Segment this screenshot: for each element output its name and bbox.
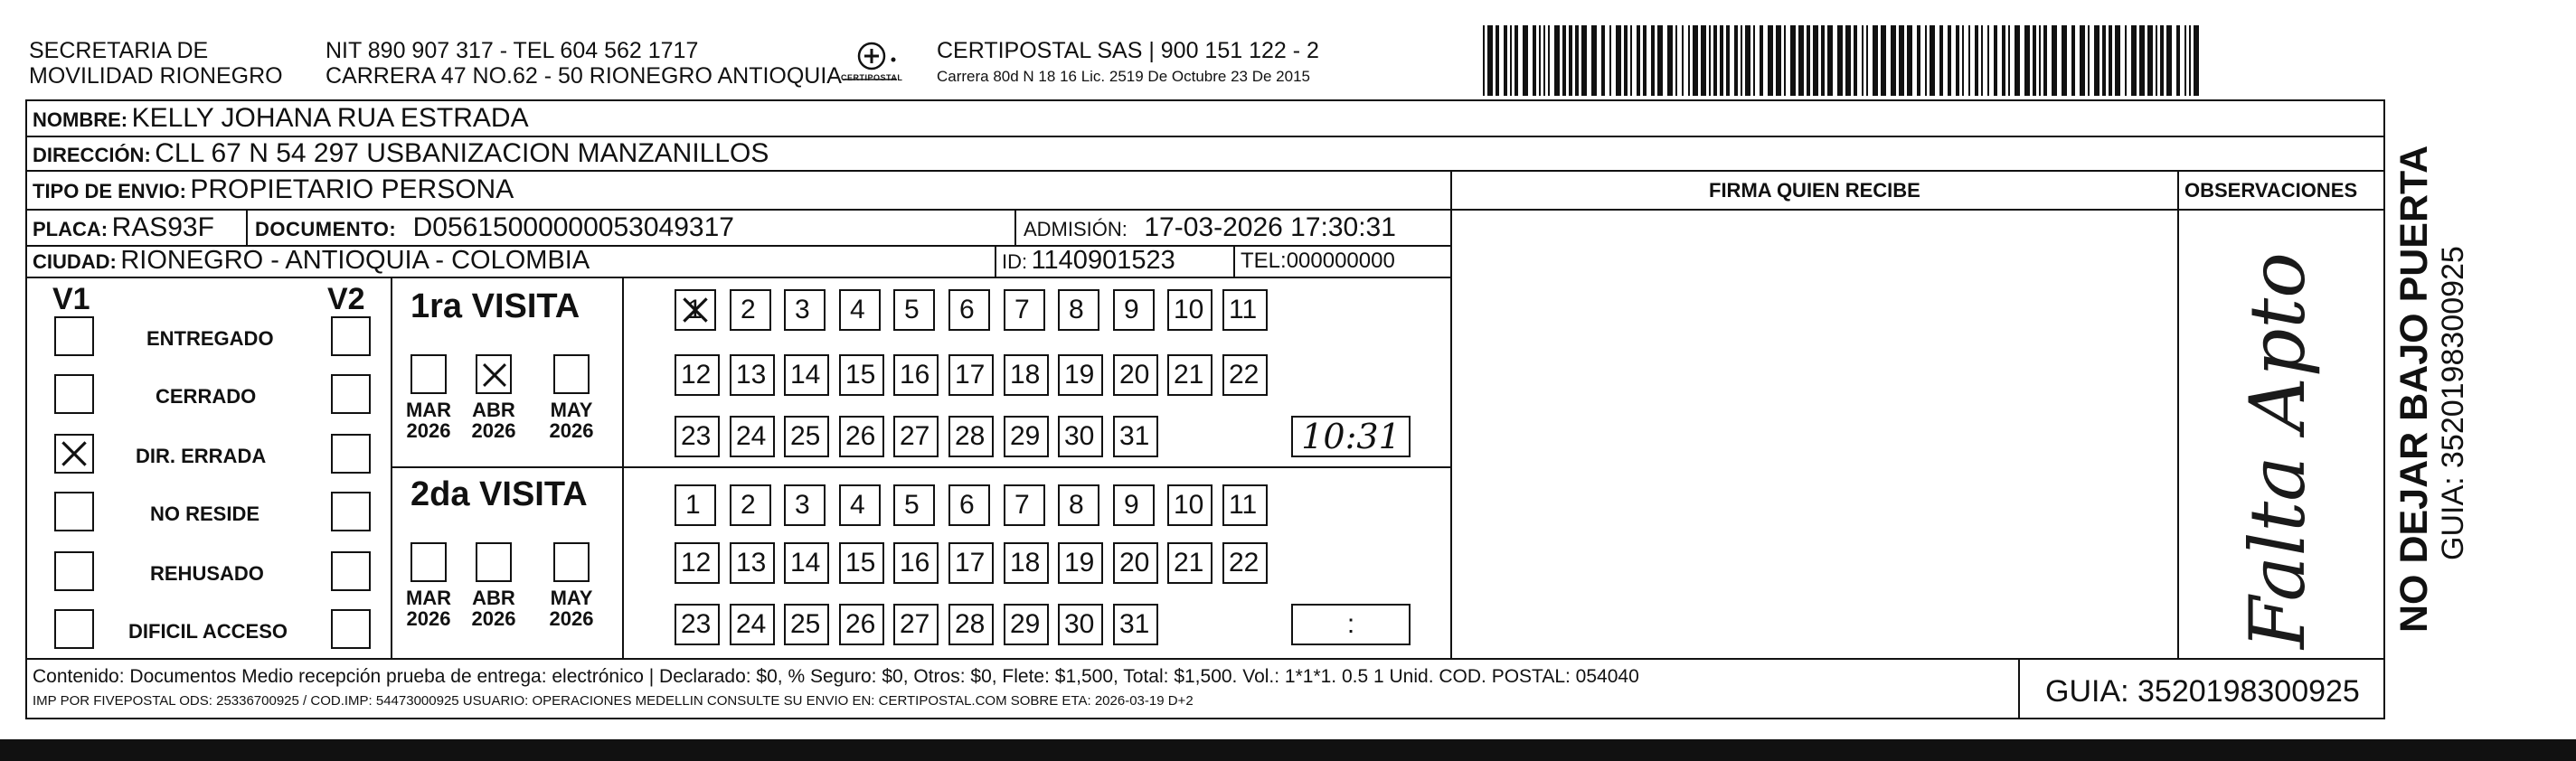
month-checkbox[interactable] — [410, 542, 447, 582]
day-number: 13 — [736, 360, 767, 390]
day-box[interactable] — [730, 542, 775, 584]
day-number: 22 — [1229, 360, 1260, 390]
day-number: 7 — [1014, 295, 1030, 324]
month-checkbox[interactable] — [410, 354, 447, 394]
direccion-label: DIRECCIÓN: — [33, 144, 151, 166]
documento-value: D05615000000053049317 — [412, 212, 734, 242]
nombre-value: KELLY JOHANA RUA ESTRADA — [131, 103, 529, 133]
day-number: 11 — [1229, 490, 1258, 520]
day-box[interactable] — [1113, 354, 1158, 396]
month-label — [544, 399, 599, 441]
day-box[interactable] — [948, 484, 990, 526]
day-number: 25 — [790, 421, 821, 451]
day-number: 30 — [1064, 609, 1095, 639]
sender-line-1: SECRETARIA DE — [29, 38, 209, 63]
day-number: 19 — [1064, 360, 1095, 390]
day-box[interactable] — [1113, 604, 1158, 645]
certipostal-logo — [837, 36, 910, 92]
status-reason-label: ENTREGADO — [146, 327, 274, 350]
observation-handwriting: Falta Apto — [2233, 252, 2322, 649]
day-box[interactable] — [1004, 416, 1049, 457]
courier-line-2: Carrera 80d N 18 16 Lic. 2519 De Octubre 23 De 2015 — [937, 68, 1310, 85]
day-box[interactable] — [1222, 542, 1268, 584]
day-number: 8 — [1069, 295, 1084, 324]
day-box[interactable] — [1113, 416, 1158, 457]
documento-cell — [255, 214, 734, 241]
day-number: 16 — [900, 360, 930, 390]
side-guia: GUIA: 3520198300925 — [2436, 246, 2470, 560]
day-number: 21 — [1174, 548, 1204, 578]
day-number: 18 — [1010, 360, 1041, 390]
status-reason-label: CERRADO — [156, 385, 257, 408]
month-label — [467, 399, 521, 441]
month-name: MAY — [550, 399, 593, 421]
visit1-title: 1ra VISITA — [410, 287, 580, 325]
day-box[interactable] — [784, 484, 826, 526]
ciudad-label: CIUDAD: — [33, 250, 117, 273]
day-number: 23 — [681, 609, 712, 639]
v2-checkbox[interactable] — [331, 609, 371, 649]
day-box[interactable] — [675, 416, 720, 457]
day-number: 24 — [736, 421, 767, 451]
status-reason-label: DIR. ERRADA — [136, 445, 267, 467]
day-box[interactable] — [893, 354, 939, 396]
day-box[interactable] — [948, 354, 994, 396]
tel-value: 000000000 — [1286, 249, 1395, 273]
day-number: 24 — [736, 609, 767, 639]
month-name: MAR — [405, 399, 452, 421]
day-number: 9 — [1124, 295, 1139, 324]
visit2-title: 2da VISITA — [410, 475, 588, 513]
day-number: 11 — [1229, 295, 1258, 324]
day-number: 26 — [845, 609, 876, 639]
bottom-band — [0, 739, 2576, 761]
v1-label: V1 — [52, 282, 90, 316]
day-box[interactable] — [1113, 484, 1155, 526]
month-name: MAR — [405, 587, 452, 609]
nit-line: NIT 890 907 317 - TEL 604 562 1717 — [326, 38, 699, 63]
day-number: 22 — [1229, 548, 1260, 578]
v1-checkbox[interactable] — [54, 434, 94, 474]
day-box[interactable] — [839, 484, 881, 526]
day-box[interactable] — [1113, 289, 1155, 331]
day-box[interactable] — [730, 604, 775, 645]
footer-line-1: Contenido: Documentos Medio recepción prueba de entrega: electrónico | Declarado: $0, % Seguro: $0, Otros: $0, Flete: $1,500, Total: $1,500. Vol.: 1*1*1. 0.5 1 Unid. COD. POSTAL: 054040 — [33, 666, 1639, 687]
day-box[interactable] — [1004, 604, 1049, 645]
check-x-icon — [58, 437, 90, 474]
day-number: 1 — [687, 295, 703, 324]
month-year: 2026 — [471, 419, 516, 443]
placa-value: RAS93F — [111, 212, 214, 242]
day-number: 3 — [795, 490, 810, 520]
day-box[interactable] — [730, 289, 771, 331]
day-number: 21 — [1174, 360, 1204, 390]
month-label — [401, 399, 456, 441]
day-box[interactable] — [1004, 354, 1049, 396]
month-name: ABR — [472, 587, 515, 609]
admision-cell — [1024, 214, 1396, 241]
nombre-label: NOMBRE: — [33, 108, 128, 131]
day-number: 17 — [955, 360, 986, 390]
month-name: MAY — [550, 587, 593, 609]
month-year: 2026 — [549, 607, 594, 631]
day-box[interactable] — [1058, 604, 1103, 645]
day-box[interactable] — [1004, 289, 1045, 331]
direccion-value: CLL 67 N 54 297 USBANIZACION MANZANILLOS — [155, 138, 769, 168]
time-value: 10:31 — [1301, 417, 1401, 456]
id-cell — [1002, 248, 1175, 274]
day-number: 25 — [790, 609, 821, 639]
courier-line-1: CERTIPOSTAL SAS | 900 151 122 - 2 — [937, 38, 1319, 63]
day-number: 17 — [955, 548, 986, 578]
month-label — [467, 587, 521, 629]
day-box[interactable] — [839, 542, 884, 584]
status-reason-label: NO RESIDE — [150, 503, 260, 525]
day-box[interactable] — [1058, 542, 1103, 584]
ciudad-value: RIONEGRO - ANTIOQUIA - COLOMBIA — [120, 246, 590, 275]
day-box[interactable] — [839, 416, 884, 457]
day-box[interactable] — [839, 289, 881, 331]
day-box[interactable] — [839, 604, 884, 645]
v2-checkbox[interactable] — [331, 434, 371, 474]
v1-checkbox[interactable] — [54, 609, 94, 649]
v2-label: V2 — [327, 282, 365, 316]
day-box[interactable] — [784, 604, 829, 645]
day-number: 15 — [845, 548, 876, 578]
day-box[interactable] — [1222, 289, 1268, 331]
day-box[interactable] — [1167, 542, 1213, 584]
day-number: 28 — [955, 609, 986, 639]
day-number: 27 — [900, 609, 930, 639]
day-number: 12 — [681, 360, 712, 390]
day-box[interactable] — [1004, 542, 1049, 584]
day-number: 4 — [850, 490, 865, 520]
day-number: 5 — [904, 295, 920, 324]
day-box[interactable] — [948, 542, 994, 584]
v2-checkbox[interactable] — [331, 551, 371, 591]
day-number: 13 — [736, 548, 767, 578]
day-box[interactable] — [784, 289, 826, 331]
day-number: 19 — [1064, 548, 1095, 578]
month-checkbox[interactable] — [553, 542, 590, 582]
month-year: 2026 — [471, 607, 516, 631]
v2-checkbox[interactable] — [331, 492, 371, 531]
admision-label: ADMISIÓN: — [1024, 218, 1128, 240]
admision-value: 17-03-2026 17:30:31 — [1144, 212, 1396, 242]
day-number: 14 — [790, 360, 821, 390]
day-number: 10 — [1174, 295, 1204, 324]
day-number: 7 — [1014, 490, 1030, 520]
day-box[interactable] — [893, 484, 935, 526]
day-box[interactable] — [893, 416, 939, 457]
day-box[interactable] — [839, 354, 884, 396]
v2-checkbox[interactable] — [331, 316, 371, 356]
v1-checkbox[interactable] — [54, 492, 94, 531]
month-checkbox[interactable] — [553, 354, 590, 394]
id-label: ID: — [1002, 250, 1028, 273]
time-box[interactable] — [1291, 416, 1411, 457]
day-box[interactable] — [675, 289, 716, 331]
day-number: 10 — [1174, 490, 1204, 520]
time-value: : — [1346, 609, 1355, 639]
day-box[interactable] — [1004, 484, 1045, 526]
day-number: 6 — [959, 490, 975, 520]
tipo-value: PROPIETARIO PERSONA — [190, 174, 514, 204]
day-box[interactable] — [1167, 354, 1213, 396]
day-number: 5 — [904, 490, 920, 520]
day-box[interactable] — [1222, 484, 1268, 526]
day-number: 4 — [850, 295, 865, 324]
placa-cell — [33, 214, 214, 241]
month-label — [544, 587, 599, 629]
day-box[interactable] — [675, 484, 716, 526]
tel-label: TEL: — [1241, 249, 1287, 273]
ciudad-cell — [33, 248, 590, 274]
time-box[interactable] — [1291, 604, 1411, 645]
day-box[interactable] — [730, 354, 775, 396]
day-box[interactable] — [1167, 484, 1213, 526]
direccion-row — [33, 140, 769, 167]
tel-cell — [1241, 250, 1395, 272]
month-year: 2026 — [549, 419, 594, 443]
day-box[interactable] — [1222, 354, 1268, 396]
firma-header: FIRMA QUIEN RECIBE — [1709, 179, 1920, 202]
nombre-row — [33, 105, 529, 132]
address-line: CARRERA 47 NO.62 - 50 RIONEGRO ANTIOQUIA — [326, 63, 842, 89]
day-box[interactable] — [948, 289, 990, 331]
day-number: 8 — [1069, 490, 1084, 520]
v2-checkbox[interactable] — [331, 374, 371, 414]
tipo-label: TIPO DE ENVIO: — [33, 180, 186, 202]
day-box[interactable] — [1058, 289, 1099, 331]
month-name: ABR — [472, 399, 515, 421]
day-box[interactable] — [1058, 416, 1103, 457]
day-number: 2 — [741, 490, 756, 520]
day-number: 3 — [795, 295, 810, 324]
logo-text: CERTIPOSTAL — [841, 73, 903, 82]
day-number: 26 — [845, 421, 876, 451]
day-box[interactable] — [948, 604, 994, 645]
day-box[interactable] — [1058, 484, 1099, 526]
sender-line-2: MOVILIDAD RIONEGRO — [29, 63, 283, 89]
id-value: 1140901523 — [1031, 246, 1175, 275]
day-number: 27 — [900, 421, 930, 451]
documento-label: DOCUMENTO: — [255, 218, 397, 240]
day-box[interactable] — [948, 416, 994, 457]
day-number: 9 — [1124, 490, 1139, 520]
day-number: 31 — [1119, 609, 1150, 639]
day-box[interactable] — [1113, 542, 1158, 584]
day-box[interactable] — [784, 354, 829, 396]
day-box[interactable] — [675, 542, 720, 584]
day-box[interactable] — [784, 416, 829, 457]
placa-label: PLACA: — [33, 218, 109, 240]
v1-checkbox[interactable] — [54, 316, 94, 356]
day-number: 31 — [1119, 421, 1150, 451]
day-box[interactable] — [1167, 289, 1213, 331]
day-number: 29 — [1010, 421, 1041, 451]
day-box[interactable] — [893, 604, 939, 645]
day-box[interactable] — [675, 604, 720, 645]
footer-line-2: IMP POR FIVEPOSTAL ODS: 25336700925 / COD.IMP: 54473000925 USUARIO: OPERACIONES MEDELLIN CONSULTE SU ENVIO EN: CERTIPOSTAL.COM SOBRE ETA: 2026-03-19 D+2 — [33, 693, 1194, 709]
day-number: 28 — [955, 421, 986, 451]
day-number: 18 — [1010, 548, 1041, 578]
v1-checkbox[interactable] — [54, 551, 94, 591]
footer-guia: GUIA: 3520198300925 — [2045, 674, 2360, 709]
barcode — [1483, 25, 2206, 96]
month-label — [401, 587, 456, 629]
day-number: 20 — [1119, 360, 1150, 390]
month-year: 2026 — [406, 419, 451, 443]
tipo-row — [33, 176, 514, 203]
day-number: 12 — [681, 548, 712, 578]
day-box[interactable] — [675, 354, 720, 396]
day-number: 6 — [959, 295, 975, 324]
day-box[interactable] — [730, 416, 775, 457]
day-number: 20 — [1119, 548, 1150, 578]
status-reason-label: REHUSADO — [150, 562, 264, 585]
month-year: 2026 — [406, 607, 451, 631]
day-number: 30 — [1064, 421, 1095, 451]
day-number: 15 — [845, 360, 876, 390]
day-number: 23 — [681, 421, 712, 451]
day-number: 14 — [790, 548, 821, 578]
month-checkbox[interactable] — [476, 354, 512, 394]
day-box[interactable] — [784, 542, 829, 584]
day-number: 16 — [900, 548, 930, 578]
day-box[interactable] — [893, 542, 939, 584]
status-reason-label: DIFICIL ACCESO — [128, 620, 288, 643]
day-box[interactable] — [730, 484, 771, 526]
side-warning: NO DEJAR BAJO PUERTA — [2392, 145, 2436, 633]
day-number: 1 — [685, 490, 701, 520]
day-box[interactable] — [893, 289, 935, 331]
day-number: 2 — [741, 295, 756, 324]
day-number: 29 — [1010, 609, 1041, 639]
day-box[interactable] — [1058, 354, 1103, 396]
month-checkbox[interactable] — [476, 542, 512, 582]
v1-checkbox[interactable] — [54, 374, 94, 414]
check-x-icon — [479, 358, 510, 397]
observaciones-header: OBSERVACIONES — [2184, 179, 2358, 202]
